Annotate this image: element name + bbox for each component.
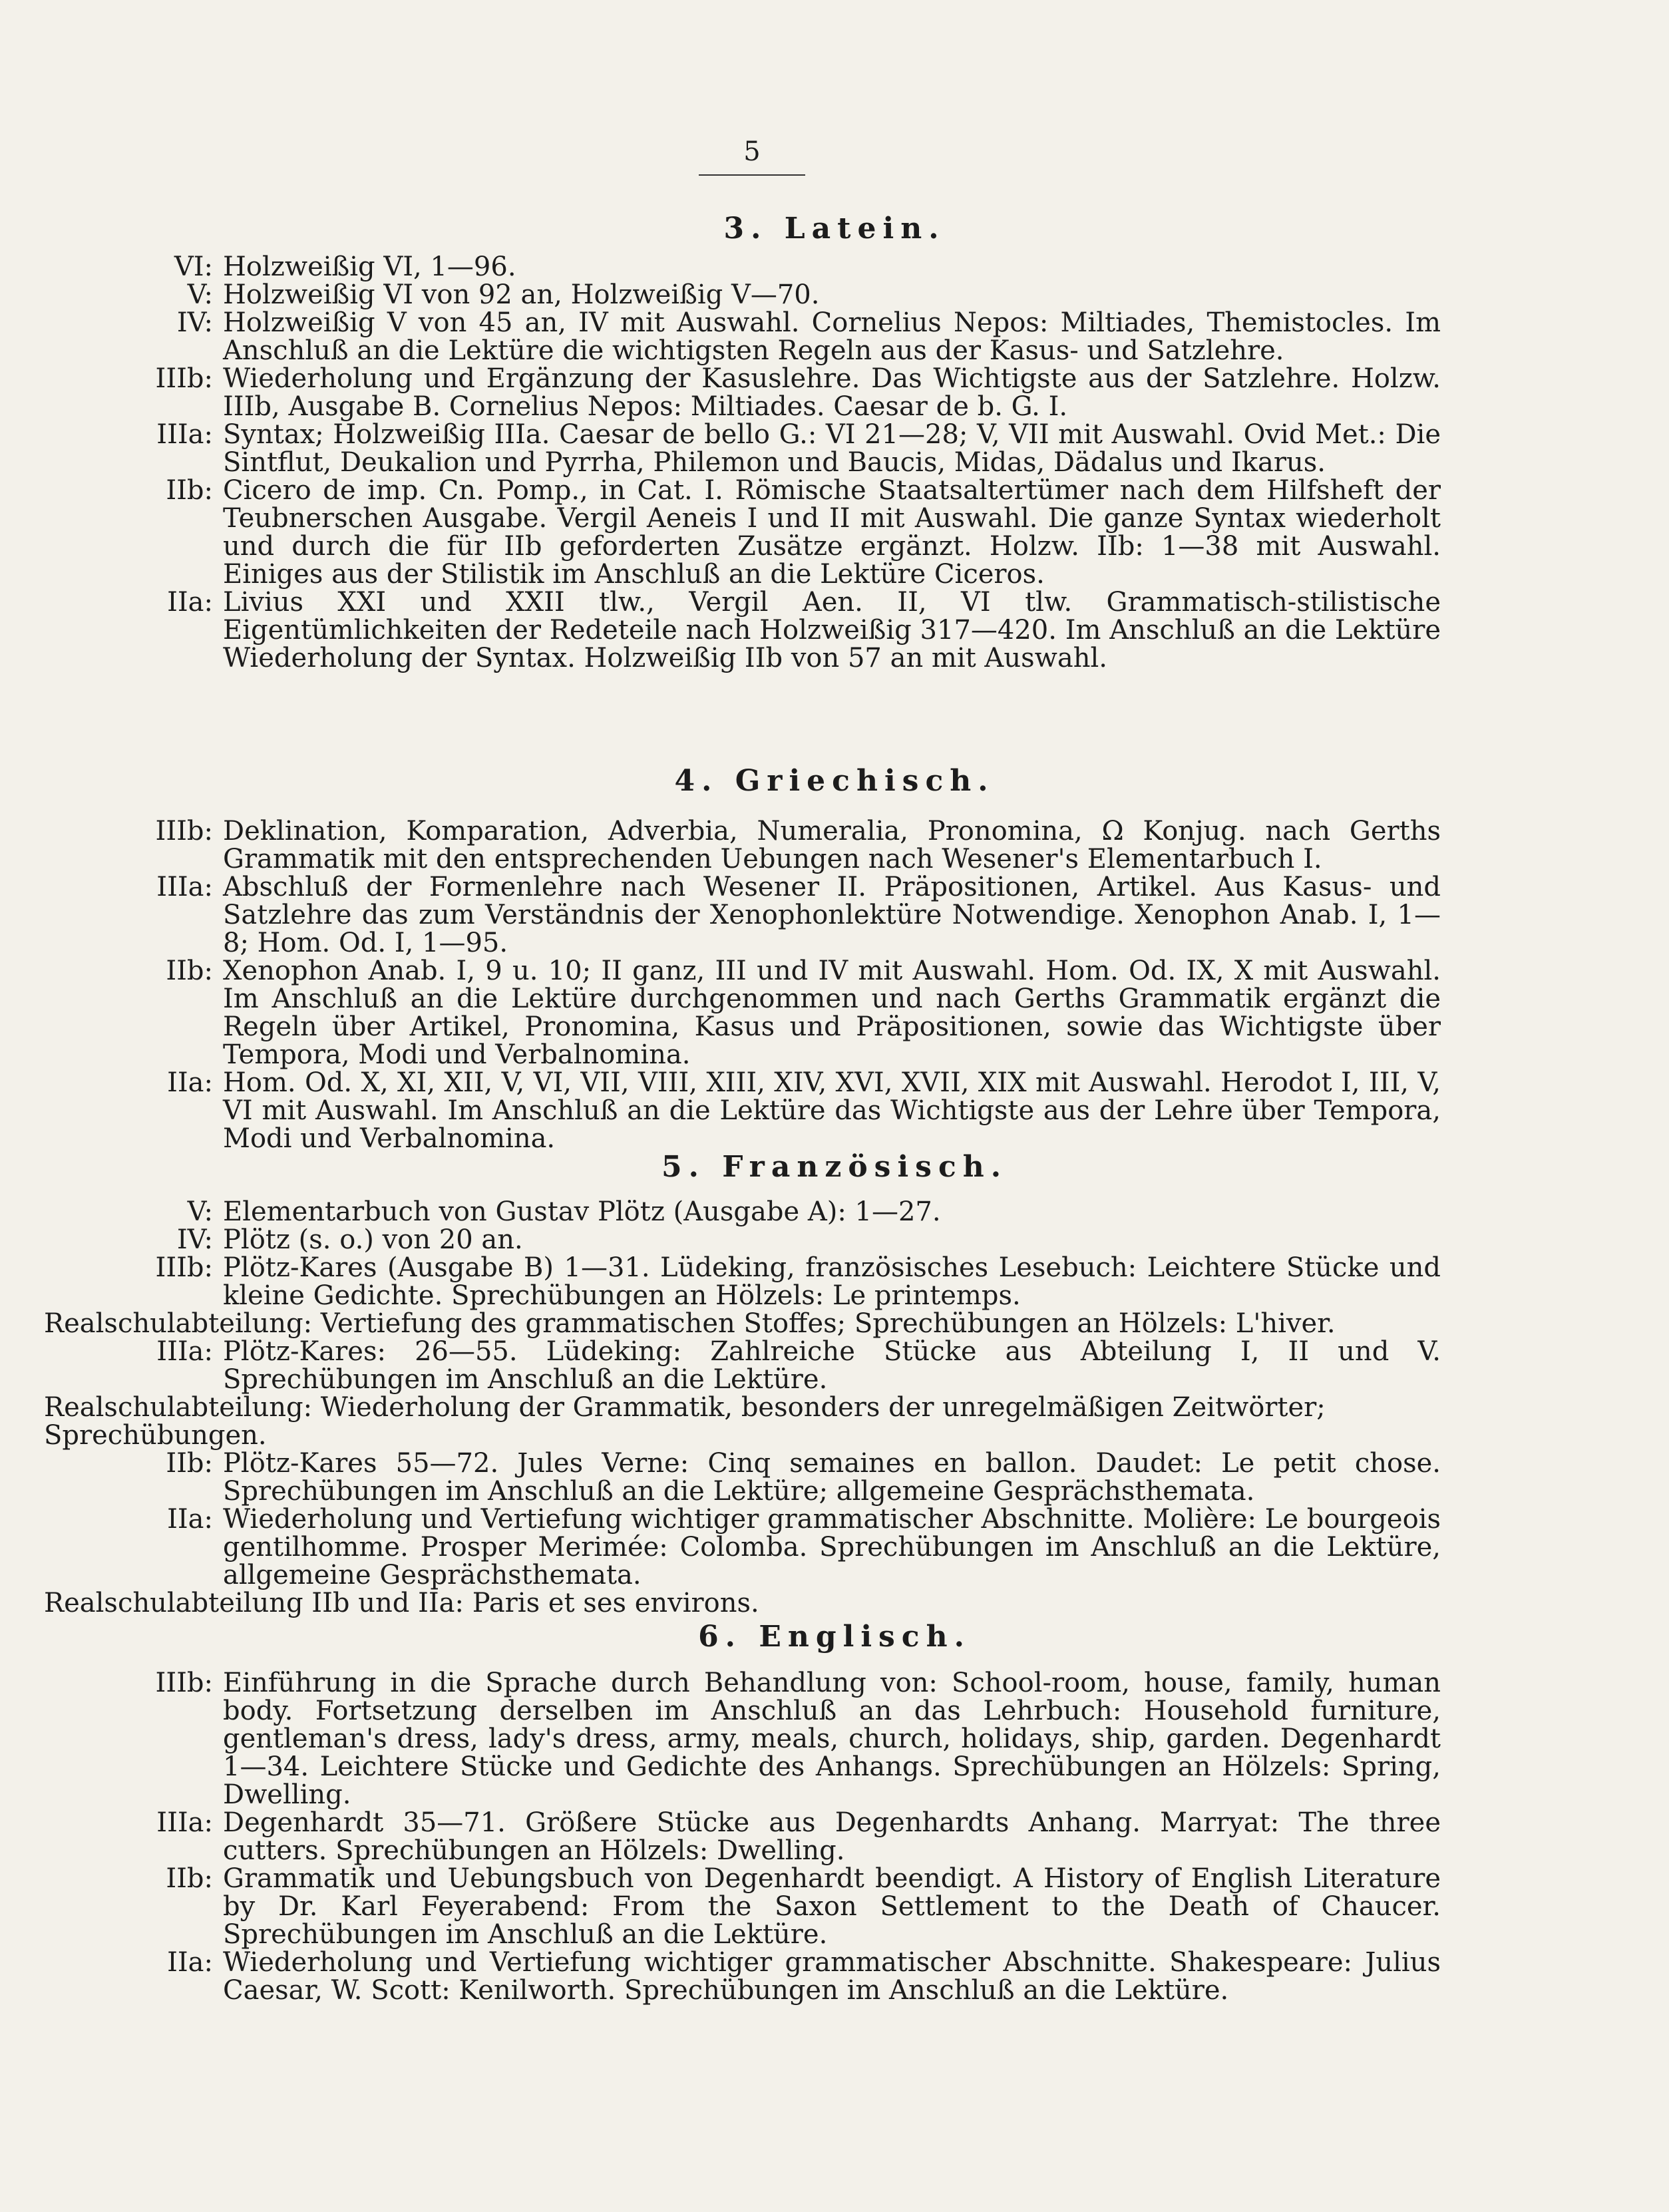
class-label: IIIa:: [156, 1807, 213, 1838]
class-label: IIb:: [166, 475, 213, 506]
class-label: IIa:: [167, 1067, 213, 1098]
entry-french-realschul-iiib: [0, 1310, 1669, 1338]
entry-latin-iia: [0, 588, 1669, 672]
entry-latin-iv: [0, 309, 1669, 365]
class-label: IIa:: [167, 587, 213, 618]
section-greek: [0, 817, 1669, 1153]
entry-english-iiia: [0, 1809, 1669, 1865]
class-label: VI:: [174, 252, 213, 282]
entry-text: Livius XXI und XXII tlw., Vergil Aen. II, VI tlw. Grammatisch-stilistische Eigentümlichkeiten der Redeteile nach Holzweißig 317—420. Im Anschluß an die Lektüre Wiederholung der Syntax. Holzweißig IIb von 57 an mit Auswahl.: [223, 587, 1441, 673]
entry-text: Abschluß der Formenlehre nach Wesener II. Präpositionen, Artikel. Aus Kasus- und Satzlehre das zum Verständnis der Xenophonlektüre Notwendige. Xenophon Anab. I, 1—8; Hom. Od. I, 1—95.: [223, 872, 1441, 958]
entry-text: Realschulabteilung: Vertiefung des grammatischen Stoffes; Sprechübungen an Hölzels: L'hiver.: [44, 1308, 1336, 1339]
class-label: IV:: [176, 1224, 213, 1255]
class-label: IIIa:: [156, 419, 213, 450]
entry-french-v: [0, 1198, 1669, 1226]
class-label: IIIb:: [155, 1668, 213, 1698]
entry-latin-iib: [0, 476, 1669, 588]
entry-latin-v: [0, 281, 1669, 309]
class-label: IIIb:: [155, 816, 213, 846]
entry-french-realschul-ii: [0, 1589, 1669, 1617]
section-heading-greek: 4. Griechisch.: [674, 764, 995, 798]
entry-text: Degenhardt 35—71. Größere Stücke aus Degenhardts Anhang. Marryat: The three cutters. Sprechübungen an Hölzels: Dwelling.: [223, 1807, 1441, 1866]
section-latin: [0, 253, 1669, 672]
class-label: V:: [187, 1197, 213, 1227]
class-label: IIb:: [166, 1863, 213, 1894]
class-label: IIa:: [167, 1504, 213, 1535]
entry-french-iia: [0, 1505, 1669, 1589]
entry-english-iib: [0, 1865, 1669, 1948]
class-label: IIIa:: [156, 872, 213, 902]
entry-text: Plötz-Kares: 26—55. Lüdeking: Zahlreiche Stücke aus Abteilung I, II und V. Sprechübungen im Anschluß an die Lektüre.: [223, 1336, 1441, 1395]
class-label: IIIa:: [156, 1336, 213, 1367]
entry-english-iiib: [0, 1669, 1669, 1809]
entry-text: Realschulabteilung: Wiederholung der Grammatik, besonders der unregelmäßigen Zeitwörter; Sprechübungen.: [44, 1392, 1326, 1451]
entry-greek-iiib: [0, 817, 1669, 873]
entry-latin-vi: [0, 253, 1669, 281]
entry-text: Wiederholung und Ergänzung der Kasuslehre. Das Wichtigste aus der Satzlehre. Holzw. IIIb, Ausgabe B. Cornelius Nepos: Miltiades. Caesar de b. G. I.: [223, 363, 1441, 422]
entry-text: Deklination, Komparation, Adverbia, Numeralia, Pronomina, Ω Konjug. nach Gerths Grammatik mit den entsprechenden Uebungen nach Wesener's Elementarbuch I.: [223, 816, 1441, 874]
section-english: [0, 1669, 1669, 2004]
class-label: IIb:: [166, 956, 213, 986]
page-number-rule: [699, 174, 805, 176]
class-label: IIIb:: [155, 363, 213, 394]
class-label: IIb:: [166, 1448, 213, 1479]
entry-french-realschul-iiia: [0, 1393, 1669, 1449]
entry-text: Plötz-Kares 55—72. Jules Verne: Cinq semaines en ballon. Daudet: Le petit chose. Sprechübungen im Anschluß an die Lektüre; allgemeine Gesprächsthemata.: [223, 1448, 1441, 1507]
entry-text: Hom. Od. X, XI, XII, V, VI, VII, VIII, XIII, XIV, XVI, XVII, XIX mit Auswahl. Herodot I, III, V, VI mit Auswahl. Im Anschluß an die Lektüre das Wichtigste aus der Lehre über Tempora, Modi und Verbalnomina.: [223, 1067, 1441, 1154]
entry-text: Plötz-Kares (Ausgabe B) 1—31. Lüdeking, französisches Lesebuch: Leichtere Stücke und kleine Gedichte. Sprechübungen an Hölzels: Le printemps.: [223, 1252, 1441, 1311]
entry-french-iv: [0, 1226, 1669, 1254]
entry-english-iia: [0, 1948, 1669, 2004]
entry-greek-iib: [0, 957, 1669, 1069]
entry-text: Cicero de imp. Cn. Pomp., in Cat. I. Römische Staatsaltertümer nach dem Hilfsheft der Teubnerschen Ausgabe. Vergil Aeneis I und II mit Auswahl. Die ganze Syntax wiederholt und durch die für IIb geforderten Zusätze ergänzt. Holzw. IIb: 1—38 mit Auswahl. Einiges aus der Stilistik im Anschluß an die Lektüre Ciceros.: [223, 475, 1441, 590]
entry-french-iiia: [0, 1338, 1669, 1393]
page-number: 5: [743, 136, 761, 167]
class-label: V:: [187, 279, 213, 310]
section-heading-french: 5. Französisch.: [661, 1150, 1008, 1184]
entry-text: Plötz (s. o.) von 20 an.: [223, 1224, 523, 1255]
entry-latin-iiib: [0, 365, 1669, 421]
entry-french-iiib: [0, 1254, 1669, 1310]
section-heading-english: 6. Englisch.: [698, 1620, 971, 1654]
entry-greek-iia: [0, 1069, 1669, 1153]
entry-text: Xenophon Anab. I, 9 u. 10; II ganz, III und IV mit Auswahl. Hom. Od. IX, X mit Auswahl. Im Anschluß an die Lektüre durchgenommen und nach Gerths Grammatik ergänzt die Regeln über Artikel, Pronomina, Kasus und Präpositionen, sowie das Wichtigste über Tempora, Modi und Verbalnomina.: [223, 956, 1441, 1070]
entry-latin-iiia: [0, 421, 1669, 476]
entry-text: Elementarbuch von Gustav Plötz (Ausgabe A): 1—27.: [223, 1197, 941, 1227]
entry-text: Holzweißig V von 45 an, IV mit Auswahl. Cornelius Nepos: Miltiades, Themistocles. Im Anschluß an die Lektüre die wichtigsten Regeln aus der Kasus- und Satzlehre.: [223, 307, 1441, 366]
section-heading-latin: 3. Latein.: [723, 212, 946, 246]
entry-text: Syntax; Holzweißig IIIa. Caesar de bello G.: VI 21—28; V, VII mit Auswahl. Ovid Met.: Die Sintflut, Deukalion und Pyrrha, Philemon und Baucis, Midas, Dädalus und Ikarus.: [223, 419, 1441, 478]
entry-text: Grammatik und Uebungsbuch von Degenhardt beendigt. A History of English Literature by Dr. Karl Feyerabend: From the Saxon Settlement to the Death of Chaucer. Sprechübungen im Anschluß an die Lektüre.: [223, 1863, 1441, 1950]
entry-text: Holzweißig VI, 1—96.: [223, 252, 516, 282]
section-french: [0, 1198, 1669, 1617]
entry-greek-iiia: [0, 873, 1669, 957]
class-label: IV:: [176, 307, 213, 338]
class-label: IIIb:: [155, 1252, 213, 1283]
entry-text: Einführung in die Sprache durch Behandlung von: School-room, house, family, human body. Fortsetzung derselben im Anschluß an das Lehrbuch: Household furniture, gentleman's dress, lady's dress, army, meals, church, holidays, ship, garden. Degenhardt 1—34. Leichtere Stücke und Gedichte des Anhangs. Sprechübungen an Hölzels: Spring, Dwelling.: [223, 1668, 1441, 1810]
entry-french-iib: [0, 1449, 1669, 1505]
entry-text: Wiederholung und Vertiefung wichtiger grammatischer Abschnitte. Molière: Le bourgeois gentilhomme. Prosper Merimée: Colomba. Sprechübungen im Anschluß an die Lektüre, allgemeine Gesprächsthemata.: [223, 1504, 1441, 1590]
entry-text: Realschulabteilung IIb und IIa: Paris et ses environs.: [44, 1588, 759, 1618]
class-label: IIa:: [167, 1947, 213, 1978]
entry-text: Holzweißig VI von 92 an, Holzweißig V—70.: [223, 279, 820, 310]
entry-text: Wiederholung und Vertiefung wichtiger grammatischer Abschnitte. Shakespeare: Julius Caesar, W. Scott: Kenilworth. Sprechübungen im Anschluß an die Lektüre.: [223, 1947, 1441, 2006]
